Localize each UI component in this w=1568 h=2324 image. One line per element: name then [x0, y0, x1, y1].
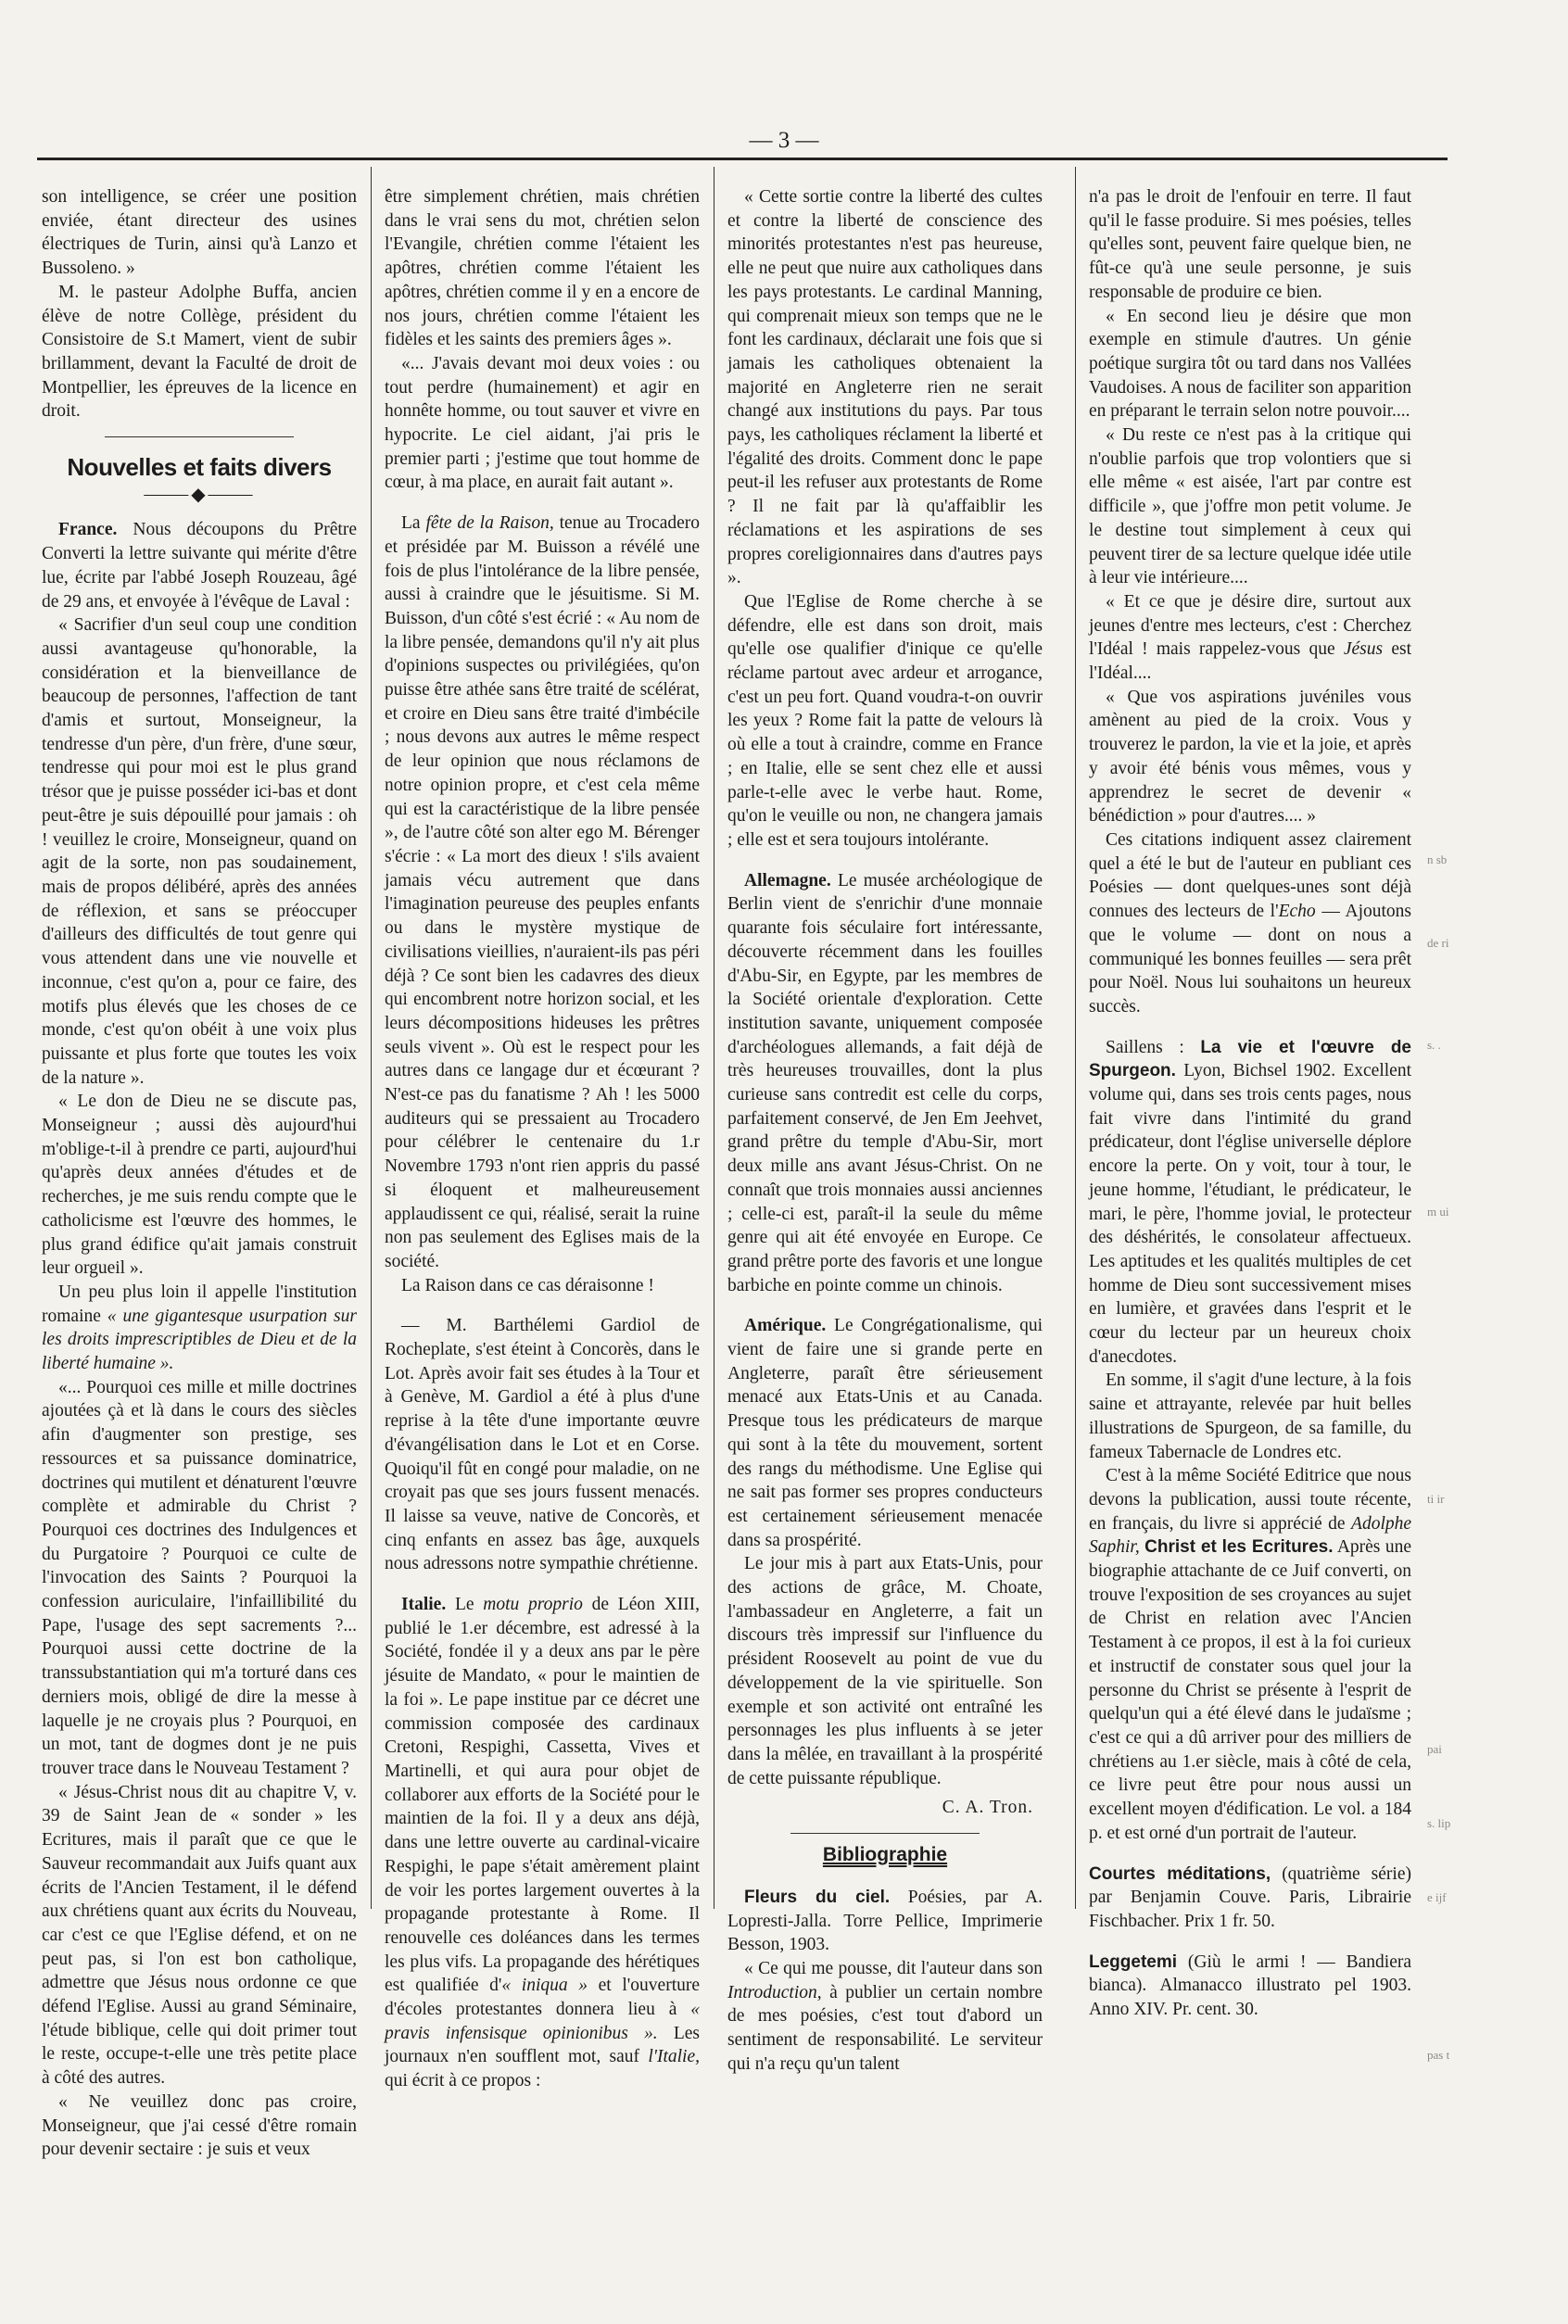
paragraph: n'a pas le droit de l'enfouir en terre. Il faut qu'il le fasse produire. Si mes poésies, telles qu'elles sont, peuvent faire quelque bien, ne fût-ce qu'à une seule personne, je suis responsable de produire ce bien.	[1089, 187, 1411, 302]
signature: C. A. Tron.	[942, 1798, 1033, 1818]
margin-note: pai	[1427, 1742, 1442, 1756]
text: (Giù le armi ! — Bandiera bianca). Almanacco illustrato pel 1903. Anno XIV. Pr. cent. 30.	[1089, 1951, 1411, 2020]
book-entry	[1089, 1951, 1411, 2022]
quote: «... Pourquoi ces mille et mille doctrines ajoutées çà et là dans le cours des siècles afin d'augmenter son prestige, ses ressources et sa puissance dominatrice, doctrines qui mutilent et dénaturent l'œuvre complète et admirable du Christ ? Pourquoi ces doctrines des Indulgences et du Purgatoire ? Pourquoi ce culte de l'invocation des Saints ? Pourquoi la confession auriculaire, l'infaillibilité du Pape, l'usage des sept sacrements ?... Pourquoi aussi cette doctrine de la transsubstantiation qui m'a torturé dans ces derniers mois, obligé de dire la messe à laquelle je ne croyais plus ? Pourquoi, en un mot, tant de dogmes dont je ne puis trouver trace dans le Nouveau Testament ?	[42, 1377, 357, 1778]
margin-note: e ijf	[1427, 1890, 1447, 1904]
text: Le	[454, 1595, 474, 1615]
divider	[790, 1833, 980, 1834]
ornament: ⸻◆⸻	[143, 484, 256, 505]
paragraph: «... J'avais devant moi deux voies : ou tout perdre (humainement) et agir en honnête homme, ou tout sauver et vivre en hypocrite. Le ciel aidant, j'ai pris le premier parti ; j'estime que tout homme de cœur, à ma place, en aurait fait autant ».	[385, 353, 700, 493]
italic-text: Adolphe Saphir,	[1089, 1513, 1412, 1558]
text: Lyon, Bichsel 1902. Excellent volume qui, dans ses trois cents pages, nous fait vivre dans l'intimité du grand prédicateur, dont l'église universelle déplore encore la perte. On y voit, tour à tour, le jeune homme, l'étudiant, le prédicateur, le mari, le père, l'homme jovial, le protecteur des déshérités, le consolateur affectueux. Les aptitudes et les qualités multiples de cet homme de Dieu sont successivement mises en lumière, et gravées dans l'esprit et le cœur du lecteur par un heureux choix d'anecdotes.	[1089, 1061, 1411, 1367]
italic-quote: « une gigantesque usurpation sur les droits imprescriptibles de Dieu et de la liberté humaine ».	[42, 1306, 357, 1374]
italic-text: Echo	[1278, 902, 1316, 922]
italic-text: « iniqua »	[501, 1976, 588, 1996]
book-title: Leggetemi	[1089, 1951, 1178, 1972]
section-heading: Nouvelles et faits divers	[67, 453, 332, 482]
italic-text: fête de la Raison,	[425, 513, 554, 534]
paragraph	[1089, 828, 1411, 1019]
paragraph	[1089, 1464, 1411, 1845]
column-2	[385, 185, 700, 2093]
quote: « Sacrifier d'un seul coup une condition aussi avantageuse qu'honorable, la considération et la bienveillance de beaucoup de personnes, l'affection de tant d'amis et surtout, Monseigneur, la tendresse d'un père, d'un frère, d'une sœur, tendresse qui pour moi est le plus grand trésor que je puisse posséder ici-bas et dont peut-être je suis dépouillé pour jamais : oh ! veuillez le croire, Monseigneur, quand on agit de la sorte, non pas soudainement, mais de propos délibéré, après des années de réflexion, et sans se préoccuper d'ailleurs des difficultés de tout genre qui vous attendent dans une vie nouvelle et inconnue, c'est qu'on a, pour ce faire, des motifs plus élevés que les choses de ce monde, c'est qu'on obéit à une voix plus puissante et plus forte que toutes les voix de la nature ».	[42, 615, 357, 1088]
paragraph: son intelligence, se créer une position enviée, étant directeur des usines électriques de Turin, ainsi qu'à Lanzo et Bussoleno. »	[42, 187, 357, 279]
column-divider	[371, 167, 372, 1909]
italic-text: Introduction,	[727, 1982, 822, 2002]
text: qui écrit à ce propos :	[385, 2071, 541, 2091]
text: Le musée archéologique de Berlin vient de s'enrichir d'une monnaie quarante fois séculaire fort intéressante, découverte récemment dans les fouilles d'Abu-Sir, en Egypte, par les membres de la Société orientale d'exploration. Cette institution savante, uniquement composée d'archéologues allemands, a fait déjà de très heureuses trouvailles, dont la plus curieuse sans contredit est celle du corps, parfaitement conservé, de Jen Em Jeehvet, grand prêtre du temple d'Abu-Sir, mort deux mille ans avant Jésus-Christ. On ne connaît que trois monnaies aussi anciennes ; celle-ci est, paraît-il la seule du même genre qui ait été envoyée en Europe. Ce grand prêtre porte des favoris et une longue barbiche en pointe comme un chinois.	[727, 870, 1043, 1295]
paragraph-france	[42, 518, 357, 613]
country-label: Amérique.	[744, 1316, 827, 1336]
book-entry	[727, 1886, 1043, 1957]
italic-text: Jésus	[1343, 639, 1384, 660]
paragraph: M. le pasteur Adolphe Buffa, ancien élève de notre Collège, président du Consistoire de S.t Mamert, vient de subir brillamment, devant la Faculté de droit de Montpellier, les épreuves de la licence en droit.	[42, 282, 357, 422]
text: C'est à la même Société Editrice que nous devons la publication, aussi toute récente, en français, du livre si apprécié de	[1089, 1466, 1411, 1534]
paragraph: En somme, il s'agit d'une lecture, à la fois saine et attrayante, relevée par huit belles illustrations de Spurgeon, de sa famille, du fameux Tabernacle de Londres etc.	[1089, 1370, 1411, 1462]
paragraph-allemagne	[727, 869, 1043, 1298]
text: Le Congrégationalisme, qui vient de faire une si grande perte en Angleterre, paraît être sérieusement menacé aux Etats-Unis et au Canada. Presque tous les prédicateurs de marque qui sont à la tête du mouvement, sortent des rangs du méthodisme. Une Eglise qui ne sait pas former ses propres conducteurs est certainement sérieusement menacée dans sa prospérité.	[727, 1316, 1043, 1550]
paragraph-italie	[385, 1593, 700, 2093]
divider	[105, 436, 294, 437]
text: Nous découpons du Prêtre Converti la lettre suivante qui mérite d'être lue, écrite par l'abbé Joseph Rouzeau, âgé de 29 ans, et envoyée à l'évêque de Laval :	[42, 520, 357, 612]
text: La	[401, 513, 421, 534]
quote: « Que vos aspirations juvéniles vous amènent au pied de la croix. Vous y trouverez le pardon, la vie et la joie, et après y avoir été bénis vous mêmes, vous y apprendrez le secret de devenir « bénédiction » pour d'autres.... »	[1089, 687, 1411, 827]
quote: « Ne veuillez donc pas croire, Monseigneur, que j'ai cessé d'être romain pour devenir sectaire : je suis et veux	[42, 2091, 357, 2160]
paragraph: Que l'Eglise de Rome cherche à se défendre, elle est dans son droit, mais qu'elle ose qualifier d'inique ce qu'elle réclame partout avec ardeur et arrogance, c'est un peu fort. Quand voudra-t-on ouvrir les yeux ? Rome fait la patte de velours là où elle a tout à craindre, comme en France ; en Italie, elle se sent chez elle et aussi parle-t-elle avec le verbe haut. Rome, qu'on le veuille ou non, ne changera jamais ; elle est et sera toujours intolérante.	[727, 591, 1043, 850]
book-entry	[1089, 1863, 1411, 1934]
text: (quatrième série) par Benjamin Couve. Paris, Librairie Fischbacher. Prix 1 fr. 50.	[1089, 1863, 1411, 1931]
text: Saillens :	[1106, 1037, 1184, 1057]
section-heading: Bibliographie	[822, 1844, 948, 1866]
quote	[1089, 590, 1411, 686]
text: et l'ouverture d'écoles protestantes donnera lieu à	[385, 1976, 701, 2020]
text: de Léon XIII, publié le 1.er décembre, est adressé à la Société, fondée il y a deux ans par le père jésuite de Mandato, « pour le maintien de la foi ». Le pape institue par ce décret une commission composée des cardinaux Cretoni, Respighi, Cassetta, Vives et Martinelli, et qui aura pour objet de collaborer aux efforts de la Société pour le maintien de la foi. Il y a deux ans déjà, dans une lettre ouverte au cardinal-vicaire Respighi, le pape s'était amèrement plaint de voir les portes largement ouvertes à la propagande protestante à Rome. Il renouvelle ces doléances dans les termes les plus vifs. La propagande des hérétiques est qualifiée d'	[385, 1595, 701, 1996]
italic-text: motu proprio	[483, 1595, 583, 1615]
paragraph: La Raison dans ce cas déraisonne !	[401, 1275, 654, 1295]
column-4	[1089, 185, 1411, 2022]
quote: « En second lieu je désire que mon exemple en stimule d'autres. Un génie poétique surgira tôt ou tard dans nos Vallées Vaudoises. A nous de faciliter son apparition en préparant le terrain selon notre pouvoir....	[1089, 306, 1411, 422]
paragraph: être simplement chrétien, mais chrétien dans le vrai sens du mot, chrétien selon l'Evangile, chrétien comme l'étaient les apôtres, chrétien comme l'étaient les apôtres, chrétien comme il y en a encore de nos jours, chrétien comme l'étaient les fidèles et les saints des premiers âges ».	[385, 187, 700, 350]
book-title: Courtes méditations,	[1089, 1863, 1271, 1884]
margin-note: s. lip	[1427, 1816, 1451, 1830]
margin-note: s. .	[1427, 1038, 1441, 1052]
book-entry	[1089, 1036, 1411, 1370]
margin-note: ti ir	[1427, 1492, 1445, 1506]
country-label: Allemagne.	[744, 870, 831, 890]
text: est l'Idéal....	[1089, 639, 1412, 684]
column-1	[42, 185, 357, 2162]
paragraph	[385, 512, 700, 1274]
text: « Ce qui me pousse, dit l'auteur dans son	[744, 1958, 1043, 1978]
italic-text: l'Italie,	[648, 2047, 700, 2067]
quote: « Jésus-Christ nous dit au chapitre V, v. 39 de Saint Jean de « sonder » les Ecritures, mais il paraît que ce que le Sauveur recommandait aux Juifs quant aux écrits de l'Ancien Testament, il le défend aux chrétiens quant aux écrits du Nouveau, car c'est ce que l'Eglise défend, et on ne peut pas, si l'on est bon catholique, admettre que Jésus nous ordonne ce que défend l'Eglise. Aussi au grand Séminaire, l'étude biblique, celle qui doit primer tout le reste, occupe-t-elle une très petite place à côté des autres.	[42, 1782, 357, 2089]
text: à publier un certain nombre de mes poésies, c'est tout d'abord un sentiment de responsabilité. Le serviteur qui n'a reçu qu'un talent	[727, 1982, 1043, 2074]
quote: « Le don de Dieu ne se discute pas, Monseigneur ; aussi dès aujourd'hui m'oblige-t-il à prendre ce parti, aujourd'hui qu'après deux années d'études et de recherches, je me suis rendu compte que le catholicisme est l'œuvre des hommes, le plus grand édifice qu'ait jamais construit leur orgueil ».	[42, 1092, 357, 1279]
text: « Et ce que je désire dire, surtout aux jeunes d'entre mes lecteurs, c'est : Cherchez l'Idéal ! mais rappelez-vous que	[1089, 591, 1411, 660]
text: Les journaux n'en soufflent mot, sauf	[385, 2023, 700, 2067]
text: Après une biographie attachante de ce Juif converti, on trouve l'exposition de ses croyances au sujet de Christ en relation avec l'Ancien Testament à ce propos, il est à la foi curieux et instructif de constater sous quel jour la personne du Christ se présente à l'esprit de quelqu'un qui a été élevé dans le judaïsme ; c'est ce qui a dû arriver pour des milliers de chrétiens au 1.er siècle, mais à côté de cela, ce livre peut être pour nous aussi un excellent moyen d'édification. Le vol. a 184 p. et est orné d'un portrait de l'auteur.	[1089, 1537, 1411, 1843]
text: Ces citations indiquent assez clairement quel a été le but de l'auteur en publiant ces Poésies — dont quelques-unes sont déjà connues des lecteurs de l'	[1089, 829, 1411, 922]
text: tenue au Trocadero et présidée par M. Buisson a révélé une fois de plus l'intolérance de la libre pensée, aussi à craindre que le jésuitisme. Si M. Buisson, d'un côté s'est écrié : « Au nom de la libre pensée, demandons qu'il n'y ait plus d'opinions suspectes ou privilégiées, qu'on puisse être athée sans être traité de scélérat, et croire en Dieu sans être traité d'imbécile ; nous devons aux autres le même respect de leur opinion que nous réclamons de notre opinion propre, et c'est cela même qui est la caractéristique de la libre pensée », de l'autre côté son alter ego M. Bérenger s'écrie : « La mort des dieux ! s'ils avaient jamais vécu autrement que dans l'imagination peureuse des peuples enfants ou dans le mystère mystique de civilisations vieillies, n'auraient-ils pas péri déjà ? Ce sont bien les cadavres des dieux qui encombrent notre horizon social, et les leurs décompositions hideuses les prêtres seuls vivent ». Où est le respect pour les autres dans ce langage dur et écœurant ? N'est-ce pas du fanatisme ? Ah ! les 5000 auditeurs qui se pressaient au Trocadero pour célébrer le centenaire du 1.r Novembre 1793 n'ont rien appris du passé si éloquent et malheureusement applaudissent ce qui, réalisé, serait la ruine non pas seulement des Eglises mais de la société.	[385, 513, 701, 1271]
page-number: — 3 —	[749, 128, 819, 153]
margin-note: m ui	[1427, 1205, 1449, 1219]
paragraph: — M. Barthélemi Gardiol de Rocheplate, s'est éteint à Concorès, dans le Lot. Après avoir fait ses études à la Tour et à Genève, M. Gardiol a été à plus d'une reprise à la tête d'une importante œuvre d'évangélisation dans le Lot et en Corse. Quoiqu'il fût en congé pour maladie, on ne croyait pas que ses jours fussent menacés. Il laisse sa veuve, native de Concorès, et cinq enfants en assez bas âge, auxquels nous adressons notre sympathie chrétienne.	[385, 1316, 700, 1574]
text: — Ajoutons que le volume — dont on nous a communiqué les bonnes feuilles — sera prêt pour Noël. Nous lui souhaitons un heureux succès.	[1089, 902, 1411, 1017]
quote	[727, 1957, 1043, 2077]
paragraph	[42, 1281, 357, 1376]
country-label: Italie.	[401, 1595, 447, 1615]
margin-note: pas t	[1427, 2048, 1450, 2062]
quote: « Cette sortie contre la liberté des cultes et contre la liberté de conscience des minorités protestantes n'est pas heureuse, elle ne peut que nuire aux catholiques dans les pays protestants. Le cardinal Manning, qui comprenait mieux son temps que ne le font les cardinaux, déclarait une fois que si jamais les catholiques obtenaient la majorité en Angleterre rien ne serait changé aux institutions du pays. Par tous pays, les catholiques réclament la liberté et l'égalité des droits. Comment donc le pape peut-il les refuser aux protestants de Rome ? Il ne fait par là qu'affaiblir les réclamations et les aspirations de ses propres coreligionnaires dans d'autres pays ».	[727, 187, 1043, 588]
country-label: France.	[58, 520, 118, 540]
book-title: La vie et l'œuvre de Spurgeon.	[1089, 1037, 1411, 1081]
column-divider	[1075, 167, 1076, 1909]
margin-note: de ri	[1427, 936, 1449, 950]
column-3	[727, 185, 1043, 2076]
quote: « Du reste ce n'est pas à la critique qui n'oublie parfois que trop volontiers que si elle même « est aisée, l'art par contre est difficile », que j'offre mon petit volume. Je le destine tout simplement à ceux qui peuvent tirer de sa lecture quelque idée utile à leur vie intérieure....	[1089, 425, 1411, 588]
italic-text: « pravis infensisque opinionibus ».	[385, 2000, 701, 2043]
text: Poésies, par A. Lopresti-Jalla. Torre Pellice, Imprimerie Besson, 1903.	[727, 1887, 1043, 1955]
book-title: Christ et les Ecritures.	[1144, 1537, 1334, 1558]
header-rule	[37, 158, 1448, 160]
text: Un peu plus loin il appelle l'institution romaine	[42, 1282, 357, 1326]
paragraph-amerique	[727, 1314, 1043, 1552]
book-title: Fleurs du ciel.	[744, 1887, 891, 1907]
margin-note: n sb	[1427, 853, 1448, 866]
paragraph: Le jour mis à part aux Etats-Unis, pour des actions de grâce, M. Choate, l'ambassadeur en Angleterre, a fait un discours très impressif sur l'influence du président Roosevelt au point de vue du développement de la vie spirituelle. Son exemple et son activité ont entraîné les personnages les plus influents à se jeter dans la mêlée, en travaillant à la prospérité de cette puissante république.	[727, 1554, 1043, 1788]
